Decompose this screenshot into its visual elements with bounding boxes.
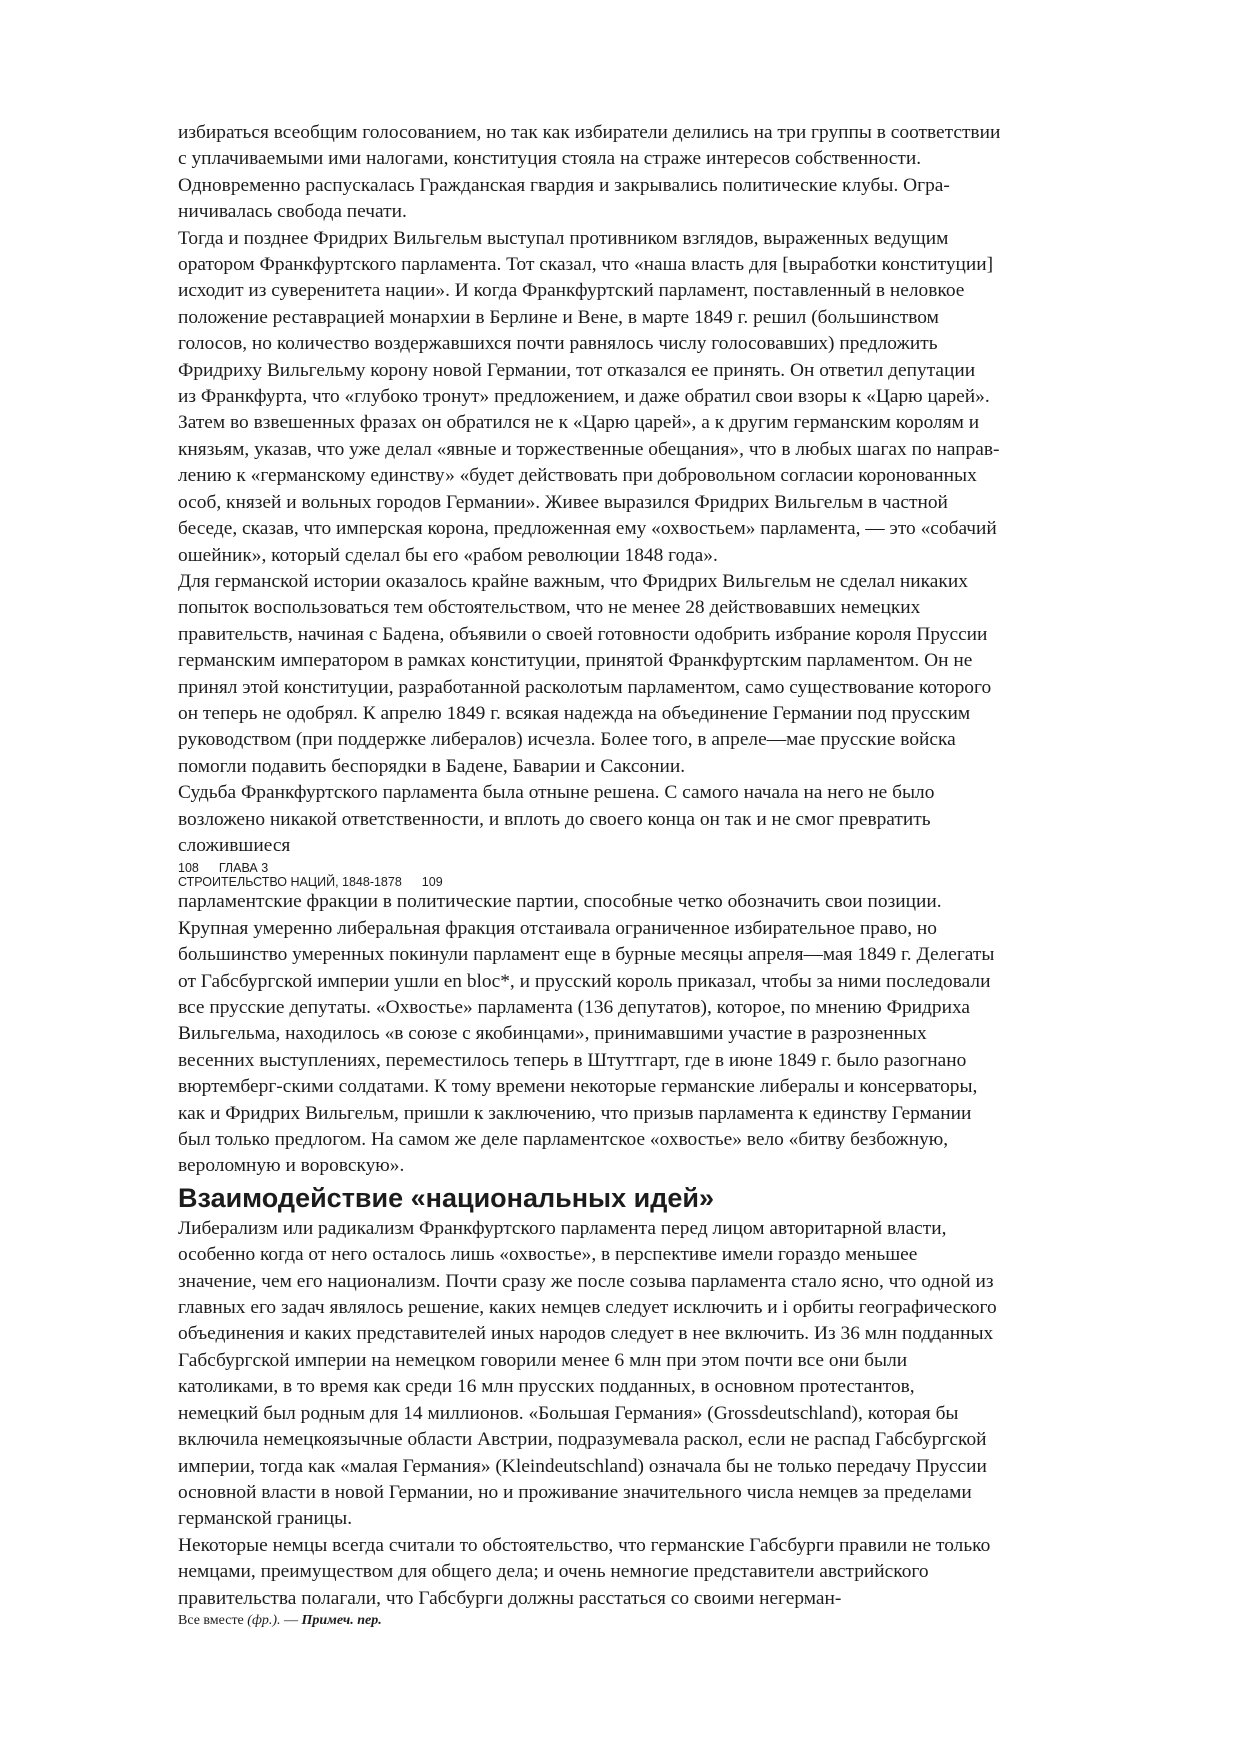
text-line: правительств, начиная с Бадена, объявили о своей готовности одобрить избрание короля Пруссии [178,623,988,645]
text-line: весенних выступлениях, переместилось теперь в Штуттгарт, где в июне 1849 г. было разогнано [178,1049,967,1071]
text-line: значение, чем его национализм. Почти сразу же после созыва парламента стало ясно, что одной из [178,1270,994,1292]
text-line: помогли подавить беспорядки в Бадене, Баварии и Саксонии. [178,755,686,777]
paragraph-2 [178,226,1153,569]
page-number: 108 [178,861,199,876]
text-line: вероломную и воровскую». [178,1155,405,1177]
text-line: парламентские фракции в политические партии, способные четко обозначить свои позиции. [178,891,942,913]
text-line: с уплачиваемыми ими налогами, конституция стояла на страже интересов собственности. [178,148,922,170]
text-line: оратором Франкфуртского парламента. Тот сказал, что «наша власть для [выработки конституции] [178,254,994,276]
text-line: положение реставрацией монархии в Берлине и Вене, в марте 1849 г. решил (большинством [178,306,939,328]
text-line: Одновременно распускалась Гражданская гвардия и закрывались политические клубы. Огра- [178,174,950,196]
paragraph-6 [178,1216,1153,1533]
paragraph-7 [178,1533,1153,1612]
text-line: Некоторые немцы всегда считали то обстоятельство, что германские Габсбурги правили не только [178,1534,991,1556]
page-header-right [178,875,1153,889]
text-line: принял этой конституции, разработанной расколотым парламентом, само существование которого [178,676,992,698]
text-line: ничивалась свобода печати. [178,201,407,223]
paragraph-4 [178,780,1153,859]
text-line: как и Фридрих Вильгельм, пришли к заключению, что призыв парламента к единству Германии [178,1102,972,1124]
text-line: Для германской истории оказалось крайне важным, что Фридрих Вильгельм не сделал никаких [178,570,968,592]
paragraph-3 [178,569,1153,780]
footnote [178,1612,1153,1630]
text-line: большинство умеренных покинули парламент еще в бурные месяцы апреля—мая 1849 г. Делегаты [178,944,995,966]
text-line: возложено никакой ответственности, и вплоть до своего конца он так и не смог превратить [178,808,931,830]
footnote-text: Все вместе [178,1612,244,1628]
page-header-left [178,861,1153,875]
document-page [178,120,1153,1630]
text-line: голосов, но количество воздержавшихся почти равнялось числу голосовавших) предложить [178,333,938,355]
text-line: беседе, сказав, что имперская корона, предложенная ему «охвостьем» парламента, — это «собачий [178,518,997,540]
footnote-language: (фр.). [247,1612,281,1628]
text-line: из Франкфурта, что «глубоко тронут» предложением, и даже обратил свои взоры к «Царю царей». [178,386,990,408]
text-line: особенно когда от него осталось лишь «охвостье», в перспективе имели гораздо меньшее [178,1244,918,1266]
chapter-label: ГЛАВА 3 [218,861,269,876]
text-line: католиками, в то время как среди 16 млн прусских подданных, в основном протестантов, [178,1376,915,1398]
text-line: Крупная умеренно либеральная фракция отстаивала ограниченное избирательное право, но [178,917,937,939]
footnote-translator-note: Примеч. пер. [301,1612,382,1628]
text-line: Либерализм или радикализм Франкфуртского парламента перед лицом авторитарной власти, [178,1217,947,1239]
paragraph-5 [178,889,1153,1179]
text-line: ошейник», который сделал бы его «рабом революции 1848 года». [178,544,718,566]
text-line: все прусские депутаты. «Охвостье» парламента (136 депутатов), которое, по мнению Фридриха [178,997,970,1018]
text-line: Габсбургской империи на немецком говорили менее 6 млн при этом почти все они были [178,1349,908,1371]
text-line: руководством (при поддержке либералов) исчезла. Более того, в апреле—мае прусские войска [178,729,956,751]
text-line: Вильгельма, находилось «в союзе с якобинцами», принимавшими участие в разрозненных [178,1023,927,1045]
text-line: он теперь не одобрял. К апрелю 1849 г. всякая надежда на объединение Германии под прусским [178,702,971,724]
text-line: князьям, указав, что уже делал «явные и торжественные обещания», что в любых шагах по направ- [178,438,1000,460]
text-line: германской границы. [178,1508,353,1530]
text-line: правительства полагали, что Габсбурги должны расстаться со своими негерман- [178,1587,842,1609]
text-line: главных его задач являлось решение, каких немцев следует исключить и і орбиты географического [178,1297,997,1319]
text-line: основной власти в новой Германии, но и проживание значительного числа немцев за пределами [178,1481,972,1503]
text-line: Тогда и позднее Фридрих Вильгельм выступал противником взглядов, выраженных ведущим [178,227,949,249]
text-line: избираться всеобщим голосованием, но так как избиратели делились на три группы в соответствии [178,122,1001,143]
running-title: СТРОИТЕЛЬСТВО НАЦИЙ, 1848-1878 [178,875,402,890]
text-line: объединения и каких представителей иных народов следует в нее включить. Из 36 млн подданных [178,1323,994,1345]
text-line: немецкий был родным для 14 миллионов. «Большая Германия» (Grossdeutschland), которая бы [178,1402,959,1424]
text-line: исходит из суверенитета нации». И когда Франкфуртский парламент, поставленный в неловкое [178,280,965,302]
text-line: Фридриху Вильгельму корону новой Германии, тот отказался ее принять. Он ответил депутации [178,359,976,381]
section-heading: Взаимодействие «национальных идей» [178,1182,714,1213]
text-line: вюртемберг-скими солдатами. К тому времени некоторые германские либералы и консерваторы, [178,1076,978,1098]
text-line: сложившиеся [178,834,291,856]
text-line: попыток воспользоваться тем обстоятельством, что не менее 28 действовавших немецких [178,597,921,619]
text-line: немцами, преимуществом для общего дела; и очень немногие представители австрийского [178,1561,929,1583]
text-line: особ, князей и вольных городов Германии». Живее выразился Фридрих Вильгельм в частной [178,491,948,513]
page-number: 109 [421,875,443,890]
text-line: был только предлогом. На самом же деле парламентское «охвостье» вело «битву безбожную, [178,1129,949,1151]
text-line: включила немецкоязычные области Австрии, подразумевала раскол, если не распад Габсбургской [178,1429,987,1451]
text-line: Судьба Франкфуртского парламента была отныне решена. С самого начала на него не было [178,782,935,804]
text-line: от Габсбургской империи ушли en bloc*, и прусский король приказал, чтобы за ними последовали [178,970,991,992]
text-line: империи, тогда как «малая Германия» (Kleindeutschland) означала бы не только передачу Пруссии [178,1455,987,1477]
text-line: лению к «германскому единству» «будет действовать при добровольном согласии коронованных [178,465,977,487]
footnote-dash: — [284,1612,299,1628]
text-line: германским императором в рамках конституции, принятой Франкфуртским парламентом. Он не [178,650,973,672]
paragraph-1 [178,120,1153,226]
text-line: Затем во взвешенных фразах он обратился не к «Царю царей», а к другим германским королям и [178,412,980,434]
